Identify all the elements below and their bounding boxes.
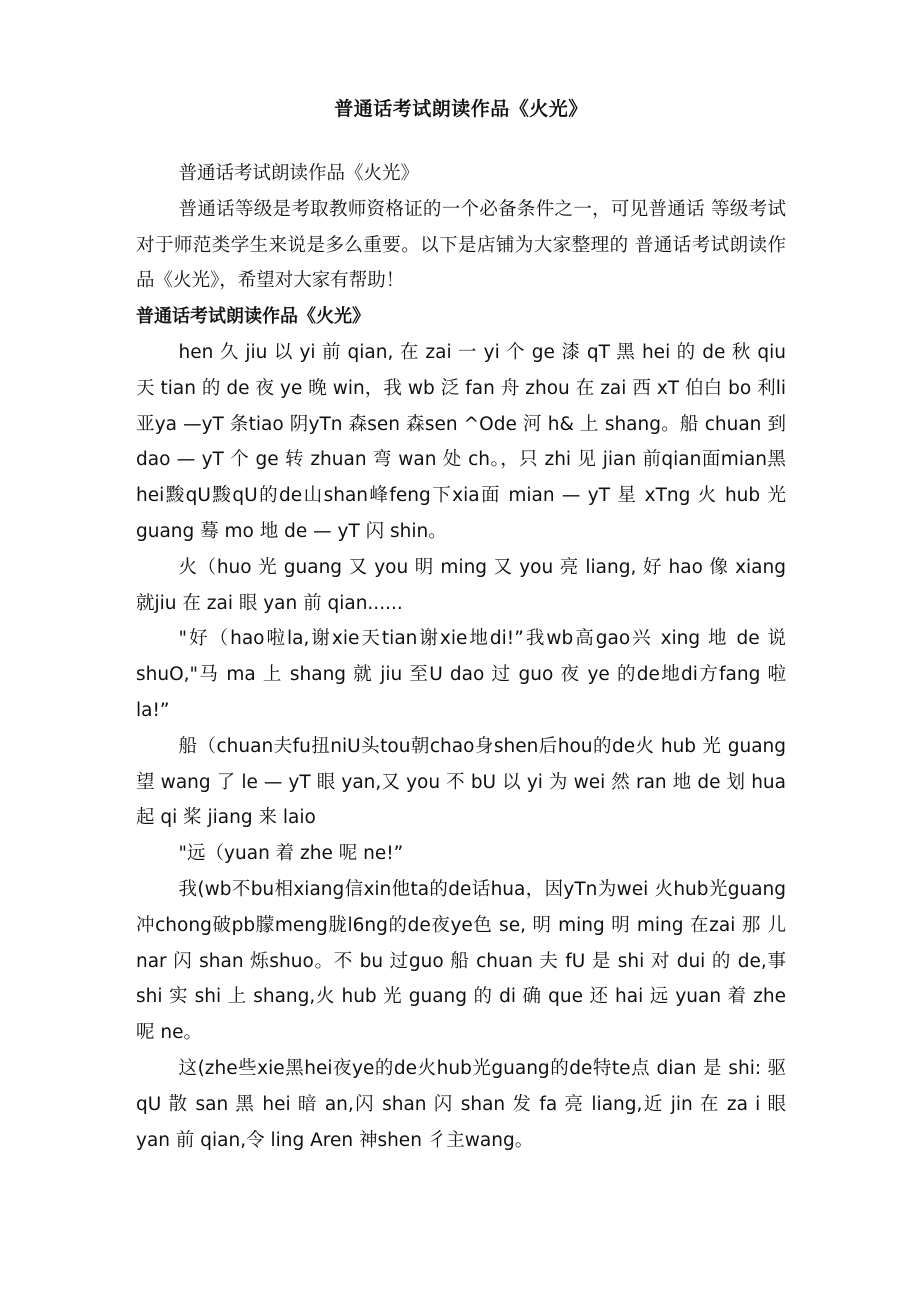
subtitle-paragraph: 普通话考试朗读作品《火光》 [178,163,420,184]
reading-paragraph-3: "好（hao啦la,谢xie天tian谢xie地di!”我wb高gao兴 xing 地 de 说 shuO,"马 ma 上 shang 就 jiu 至U dao 过 guo 夜 ye 的de地di方fang 啦la!” [136,628,786,721]
intro-paragraph: 普通话等级是考取教师资格证的一个必备条件之一，可见普通话 等级考试对于师范类学生来说是多么重要。以下是店铺为大家整理的 普通话考试朗读作品《火光》，希望对大家有帮助！ [136,198,786,292]
section-heading: 普通话考试朗读作品《火光》 [136,306,370,328]
reading-paragraph-2: 火（huo 光 guang 又 you 明 ming 又 you 亮 liang, 好 hao 像 xiang 就jiu 在 zai 眼 yan 前 qian...... [136,556,786,614]
reading-paragraph-6: 我(wb不bu相xiang信xin他ta的de话hua，因yTn为wei 火hub光guang 冲chong破pb朦meng胧l6ng的de夜ye色 se, 明 ming 明 ming 在zai 那 儿 nar 闪 shan 烁shuo。不 bu 过guo 船 chuan 夫 fU 是 shi 对 dui 的 de,事 shi 实 shi 上 shang,火 hub 光 guang 的 di 确 que 还 hai 远 yuan 着 zhe 呢 ne。 [136,878,786,1044]
reading-paragraph-7: 这(zhe些xie黑hei夜ye的de火hub光guang的de特te点 dian 是 shi: 驱 qU 散 san 黑 hei 暗 an,闪 shan 闪 shan 发 fa 亮 liang,近 jin 在 za i 眼 yan 前 qian,令 ling Aren 神shen 彳主wang。 [136,1057,786,1151]
reading-paragraph-4: 船（chuan夫fu扭niU头tou朝chao身shen后hou的de火 hub 光 guang 望 wang 了 le — yT 眼 yan,又 you 不 bU 以 yi 为 wei 然 ran 地 de 划 hua 起 qi 桨 jiang 来 laio [136,735,786,829]
reading-paragraph-1: hen 久 jiu 以 yi 前 qian, 在 zai 一 yi 个 ge 漆 qT 黑 hei 的 de 秋 qiu 天 tian 的 de 夜 ye 晚 win，我 wb 泛 fan 舟 zhou 在 zai 西 xT 伯白 bo 利li 亚ya —yT 条tiao 阴yTn 森sen 森sen ^Ode 河 h& 上 shang。船 chuan 到 dao — yT 个 ge 转 zhuan 弯 wan 处 ch。，只 zhi 见 jian 前qian面mian黑hei黢qU黢qU的de山shan峰feng下xia面 mian — yT 星 xTng 火 hub 光 guang 蓦 mo 地 de — yT 闪 shin。 [136,341,786,542]
document-body [136,156,786,1158]
reading-paragraph-5: "远（yuan 着 zhe 呢 ne!” [178,843,404,865]
document-title: 普通话考试朗读作品《火光》 [334,98,588,120]
